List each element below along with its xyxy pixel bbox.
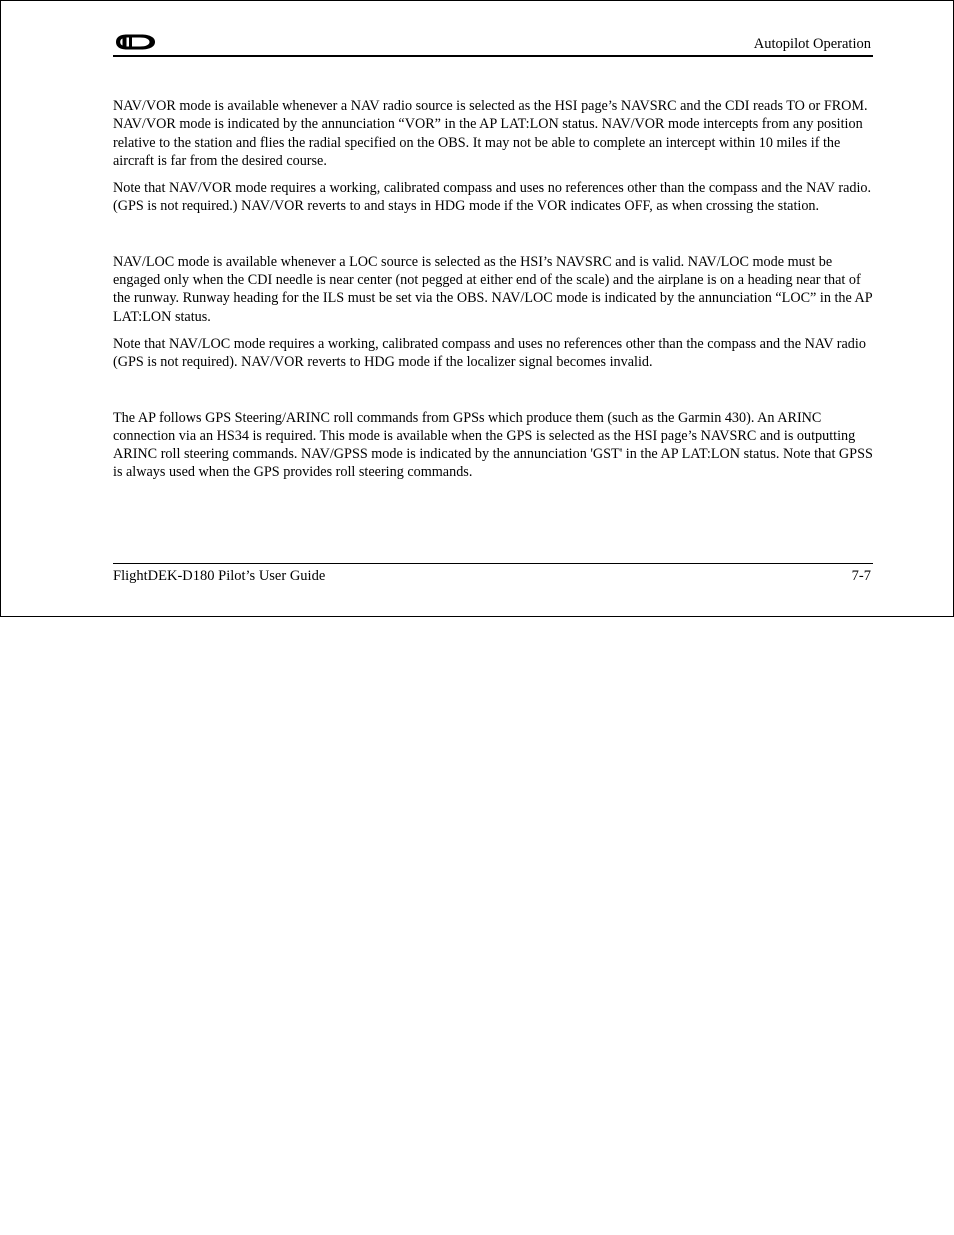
nav-vor-paragraph-1: NAV/VOR mode is available whenever a NAV radio source is selected as the HSI page’s NAVSRC and the CDI reads TO or FROM. NAV/VOR mode is indicated by the annunciation “VOR” in the AP LAT:LON status. NAV/VOR mode intercepts from any position relative to the station and flies the radial specified on the OBS. It may not be able to complete an intercept within 10 miles if the aircraft is far from the desired course. <box>113 98 868 169</box>
page-footer <box>113 563 873 586</box>
dynon-logo-icon <box>113 33 157 51</box>
nav-loc-paragraph-2: Note that NAV/LOC mode requires a working, calibrated compass and uses no references other than the compass and the NAV radio (GPS is not required). NAV/VOR reverts to HDG mode if the localizer signal becomes invalid. <box>113 335 866 371</box>
document-page <box>0 0 954 617</box>
nav-vor-paragraph-2: Note that NAV/VOR mode requires a working, calibrated compass and uses no references other than the compass and the NAV radio. (GPS is not required.) NAV/VOR reverts to and stays in HDG mode if the VOR indicates OFF, as when crossing the station. <box>113 180 872 215</box>
page-header <box>113 31 873 57</box>
header-title: Autopilot Operation <box>753 36 871 52</box>
nav-loc-paragraph-1: NAV/LOC mode is available whenever a LOC source is selected as the HSI’s NAVSRC and is valid. NAV/LOC mode must be engaged only when the CDI needle is near center (not pegged at either end of the scale) and the airplane is on a heading near that of the runway. Runway heading for the ILS must be set via the OBS. NAV/LOC mode is indicated by the annunciation “LOC” in the AP LAT:LON status. <box>113 253 873 325</box>
footer-title: FlightDEK-D180 Pilot’s User Guide <box>113 568 326 584</box>
page-body <box>113 97 873 482</box>
nav-gpss-paragraph-1: The AP follows GPS Steering/ARINC roll commands from GPSs which produce them (such as the Garmin 430). An ARINC connection via an HS34 is required. This mode is available when the GPS is selected as the HSI page’s NAVSRC and is outputting ARINC roll steering commands. NAV/GPSS mode is indicated by the annunciation 'GST' in the AP LAT:LON status. Note that GPSS is always used when the GPS provides roll steering commands. <box>113 409 873 481</box>
page-number: 7-7 <box>851 568 871 584</box>
